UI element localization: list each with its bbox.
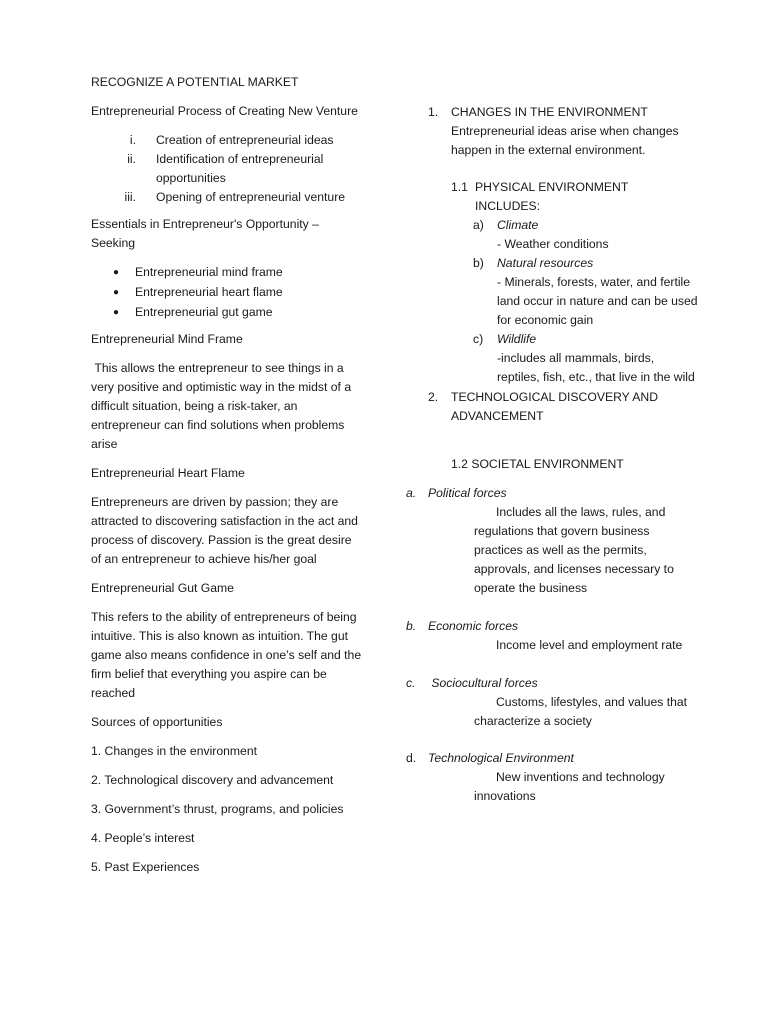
section-number: 2. [428,390,439,404]
physical-item [400,254,700,273]
item-text: Includes all the laws, rules, and regulations that govern business practices as well as the permits, approvals, and licenses necessary to operate the business [474,505,674,595]
physical-section [400,178,700,216]
right-column [400,103,700,806]
item-label: c. [406,676,416,690]
societal-item [400,749,700,768]
item-text: Income level and employment rate [496,638,683,652]
item-label: b. [406,619,417,633]
societal-item [400,484,700,503]
physical-item [400,330,700,349]
list-text: Creation of entrepreneurial ideas [156,133,334,147]
list-text: Opening of entrepreneurial venture [156,190,346,204]
bullet-icon: ● [113,267,120,278]
item-text: - Weather conditions [497,237,609,251]
item-label: a. [406,486,417,500]
item-title: Economic forces [428,619,519,633]
bullet-icon: ● [113,307,120,318]
source-item: 3. Government’s thrust, programs, and policies [91,802,344,816]
item-text: - Minerals, forests, water, and fertile land occur in nature and can be used for economic gain [497,275,698,327]
left-column [91,73,363,887]
source-item: 1. Changes in the environment [91,744,257,758]
heart-flame-heading: Entrepreneurial Heart Flame [91,466,245,480]
section-heading: TECHNOLOGICAL DISCOVERY AND ADVANCEMENT [451,390,659,423]
list-text: Entrepreneurial gut game [135,305,273,319]
item-text: Customs, lifestyles, and values that characterize a society [474,695,688,728]
heart-flame-text: Entrepreneurs are driven by passion; they are attracted to discovering satisfaction in the act and process of discovery. Passion is the great desire of an entrepreneur to achieve his/her goal [91,495,358,566]
list-number: ii. [127,152,136,166]
page-title: RECOGNIZE A POTENTIAL MARKET [91,75,299,89]
list-item [91,283,363,302]
list-text: Entrepreneurial heart flame [135,285,283,299]
list-item [91,131,363,150]
item-label: d. [406,751,417,765]
list-item [91,188,363,207]
list-text: Entrepreneurial mind frame [135,265,283,279]
process-heading: Entrepreneurial Process of Creating New Venture [91,104,358,118]
item-title: Natural resources [497,256,594,270]
item-title: Technological Environment [428,751,574,765]
item-label: c) [473,332,484,346]
physical-item [400,216,700,235]
section-number: 1.1 [451,180,468,194]
societal-item [400,674,700,693]
mind-frame-text: This allows the entrepreneur to see things in a very positive and optimistic way in the midst of a difficult situation, being a risk-taker, an entrepreneur can find solutions when problems arise [91,361,355,451]
section-heading: CHANGES IN THE ENVIRONMENT [451,105,648,119]
changes-section [400,103,700,122]
item-title: Wildlife [497,332,537,346]
item-text: -includes all mammals, birds, reptiles, fish, etc., that live in the wild [497,351,695,384]
gut-game-text: This refers to the ability of entrepreneurs of being intuitive. This is also known as intuition. The gut game also means confidence in one’s self and the firm belief that everything you aspire can be reached [91,610,362,700]
source-item: 5. Past Experiences [91,860,200,874]
essentials-list [91,263,363,322]
item-title: Sociocultural forces [428,676,538,690]
source-item: 2. Technological discovery and advancement [91,773,334,787]
list-text: Identification of entrepreneurial opportunities [156,152,324,185]
bullet-icon: ● [113,287,120,298]
item-text: New inventions and technology innovations [474,770,665,803]
tech-section [400,388,700,426]
sources-heading: Sources of opportunities [91,715,223,729]
societal-heading: 1.2 SOCIETAL ENVIRONMENT [451,457,624,471]
process-list [91,131,363,207]
list-item [91,263,363,282]
changes-text: Entrepreneurial ideas arise when changes happen in the external environment. [451,124,679,157]
source-item: 4. People’s interest [91,831,195,845]
list-item [91,150,363,188]
essentials-heading: Essentials in Entrepreneur's Opportunity – Seeking [91,217,319,250]
item-title: Climate [497,218,539,232]
item-label: a) [473,218,484,232]
list-item [91,303,363,322]
item-label: b) [473,256,484,270]
societal-item [400,617,700,636]
gut-game-heading: Entrepreneurial Gut Game [91,581,234,595]
mind-frame-heading: Entrepreneurial Mind Frame [91,332,243,346]
section-heading: PHYSICAL ENVIRONMENT INCLUDES: [475,180,629,213]
list-number: i. [129,133,136,147]
item-title: Political forces [428,486,507,500]
section-number: 1. [428,105,439,119]
list-number: iii. [124,190,136,204]
